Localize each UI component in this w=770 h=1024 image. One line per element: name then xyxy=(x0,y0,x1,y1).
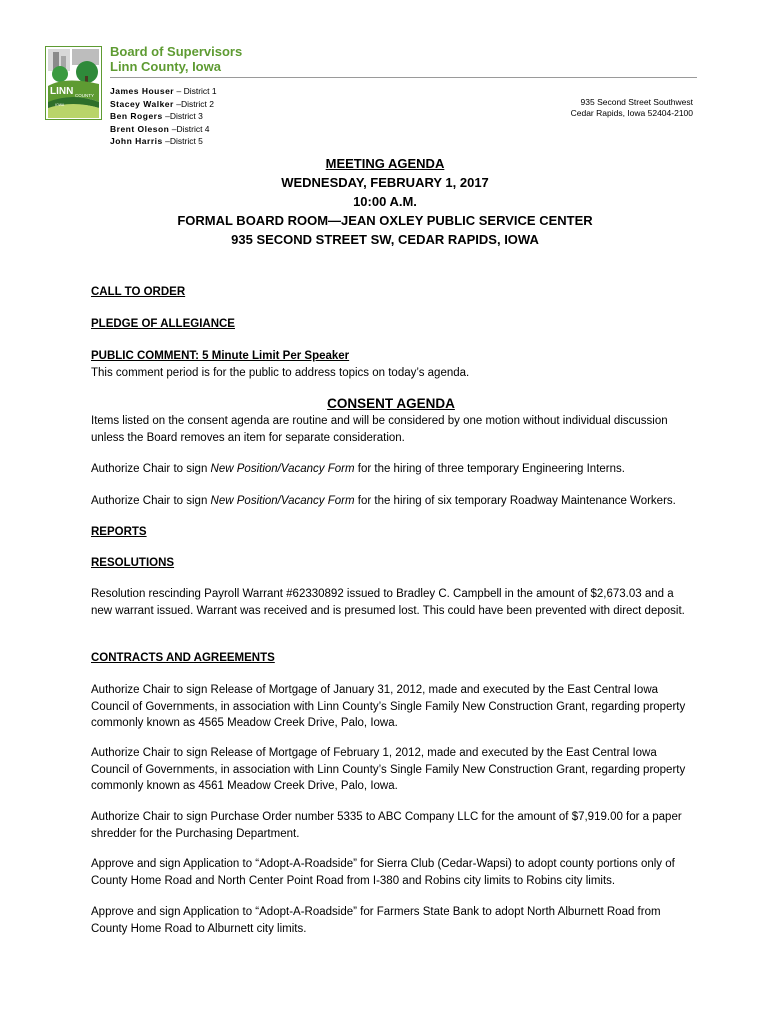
header-divider xyxy=(110,77,697,78)
contract-item: Approve and sign Application to “Adopt-A-Roadside” for Farmers State Bank to adopt North Alburnett Road from County Home Road to Alburnett city limits. xyxy=(91,906,661,935)
contract-item: Authorize Chair to sign Release of Mortgage of January 31, 2012, made and executed by the East Central Iowa Council of Governments, in association with Linn County’s Single Family New Construction Grant, regarding property commonly known as 4565 Meadow Creek Drive, Palo, Iowa. xyxy=(91,684,686,729)
logo-subtext: COUNTY xyxy=(75,93,94,98)
meeting-date: WEDNESDAY, FEBRUARY 1, 2017 xyxy=(281,175,489,190)
consent-item: Authorize Chair to sign New Position/Vacancy Form for the hiring of three temporary Engineering Interns. xyxy=(91,463,625,475)
public-comment-heading: PUBLIC COMMENT: 5 Minute Limit Per Speaker xyxy=(91,350,350,362)
public-comment-text: This comment period is for the public to address topics on today’s agenda. xyxy=(91,366,470,379)
supervisor-row: Stacey Walker –District 2 xyxy=(110,98,214,109)
consent-intro: Items listed on the consent agenda are routine and will be considered by one motion without individual discussion unless the Board removes an item for separate consideration. xyxy=(91,415,668,444)
consent-item: Authorize Chair to sign New Position/Vacancy Form for the hiring of six temporary Roadway Maintenance Workers. xyxy=(91,495,676,507)
call-to-order-heading: CALL TO ORDER xyxy=(91,286,186,298)
org-line-2: Linn County, Iowa xyxy=(110,59,221,74)
linn-county-logo xyxy=(45,46,102,120)
supervisor-row: John Harris –District 5 xyxy=(110,136,203,147)
meeting-time: 10:00 A.M. xyxy=(353,194,417,209)
resolution-item: Resolution rescinding Payroll Warrant #62330892 issued to Bradley C. Campbell in the amount of $2,673.03 and a new warrant issued. Warrant was received and is presumed lost. This could have been prevented with direct deposit. xyxy=(91,588,685,617)
meeting-title-block xyxy=(0,154,770,249)
contract-item: Authorize Chair to sign Purchase Order number 5335 to ABC Company LLC for the amount of $7,919.00 for a paper shredder for the Purchasing Department. xyxy=(91,811,682,840)
meeting-location: FORMAL BOARD ROOM—JEAN OXLEY PUBLIC SERVICE CENTER xyxy=(177,213,593,228)
contract-item: Approve and sign Application to “Adopt-A-Roadside” for Sierra Club (Cedar-Wapsi) to adopt county portions only of County Home Road and North Center Point Road from I-380 and Robins city limits to Robins city limits. xyxy=(91,858,675,887)
logo-small-text: IOWA xyxy=(55,103,65,107)
supervisor-row: Brent Oleson –District 4 xyxy=(110,123,210,134)
office-address xyxy=(571,97,693,119)
org-line-1: Board of Supervisors xyxy=(110,44,243,59)
supervisor-row: James Houser – District 1 xyxy=(110,86,217,96)
address-line-2: Cedar Rapids, Iowa 52404-2100 xyxy=(570,108,693,118)
meeting-address: 935 SECOND STREET SW, CEDAR RAPIDS, IOWA xyxy=(231,232,539,247)
reports-heading: REPORTS xyxy=(91,526,147,538)
logo-text: LINN xyxy=(50,86,74,97)
address-line-1: 935 Second Street Southwest xyxy=(580,97,693,107)
resolutions-heading: RESOLUTIONS xyxy=(91,557,175,569)
contracts-heading: CONTRACTS AND AGREEMENTS xyxy=(91,652,275,664)
supervisor-row: Ben Rogers –District 3 xyxy=(110,111,203,122)
consent-agenda-heading: CONSENT AGENDA xyxy=(327,396,455,411)
organization-name xyxy=(110,44,242,74)
pledge-heading: PLEDGE OF ALLEGIANCE xyxy=(91,318,235,330)
contract-item: Authorize Chair to sign Release of Mortgage of February 1, 2012, made and executed by the East Central Iowa Council of Governments, in association with Linn County’s Single Family New Construction Grant, regarding property commonly known as 4561 Meadow Creek Drive, Palo, Iowa. xyxy=(91,747,686,792)
supervisor-list xyxy=(110,85,217,148)
agenda-title: MEETING AGENDA xyxy=(325,156,445,171)
